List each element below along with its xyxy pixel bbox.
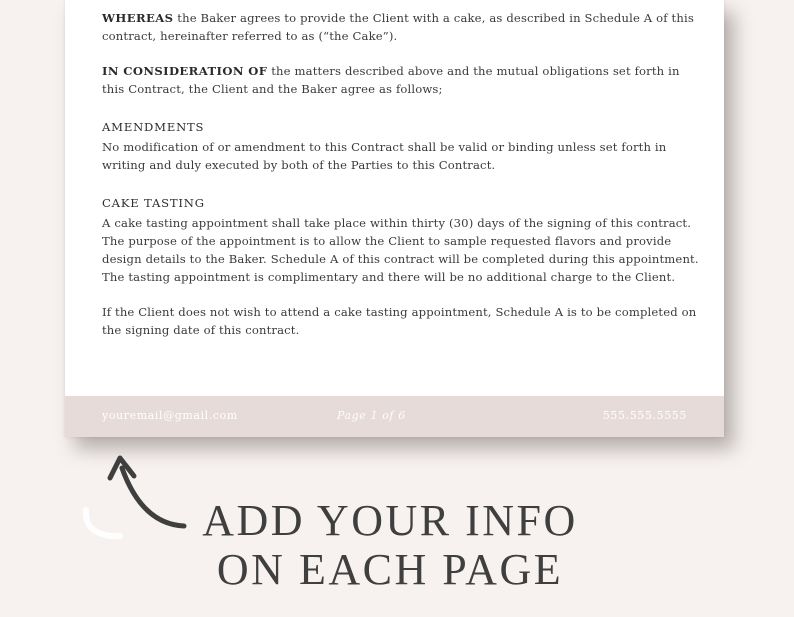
footer-email: youremail@gmail.com bbox=[102, 409, 238, 422]
whereas-text: the Baker agrees to provide the Client with a cake, as described in Schedule A of this contract, hereinafter referred to as (“the Cake”). bbox=[102, 11, 694, 43]
consideration-text: the matters described above and the mutual obligations set forth in this Contract, the Client and the Baker agree as follows; bbox=[102, 64, 680, 96]
contract-body bbox=[102, 9, 702, 339]
cta-line-2: ON EACH PAGE bbox=[216, 545, 564, 594]
footer-page-number: Page 1 of 6 bbox=[337, 409, 406, 422]
amendments-paragraph: No modification of or amendment to this Contract shall be valid or binding unless set forth in writing and duly executed by both of the Parties to this Contract. bbox=[102, 140, 667, 172]
cake-tasting-paragraph-2: If the Client does not wish to attend a cake tasting appointment, Schedule A is to be completed on the signing date of this contract. bbox=[102, 305, 697, 337]
consideration-lead: IN CONSIDERATION OF bbox=[102, 64, 268, 78]
amendments-heading: AMENDMENTS bbox=[102, 120, 205, 134]
cake-tasting-paragraph-1: A cake tasting appointment shall take place within thirty (30) days of the signing of this contract. The purpose of the appointment is to allow the Client to sample requested flavors and provide design details to the Baker. Schedule A of this contract will be completed during this appointment. The tasting appointment is complimentary and there will be no additional charge to the Client. bbox=[102, 216, 699, 284]
cake-tasting-heading: CAKE TASTING bbox=[102, 196, 205, 210]
whereas-paragraph bbox=[102, 9, 702, 45]
contract-page bbox=[65, 0, 724, 437]
footer-phone: 555.555.5555 bbox=[602, 409, 687, 422]
whereas-lead: WHEREAS bbox=[102, 11, 174, 25]
page-footer bbox=[65, 396, 724, 437]
consideration-paragraph bbox=[102, 62, 702, 98]
cta-line-1: ADD YOUR INFO bbox=[202, 496, 578, 545]
